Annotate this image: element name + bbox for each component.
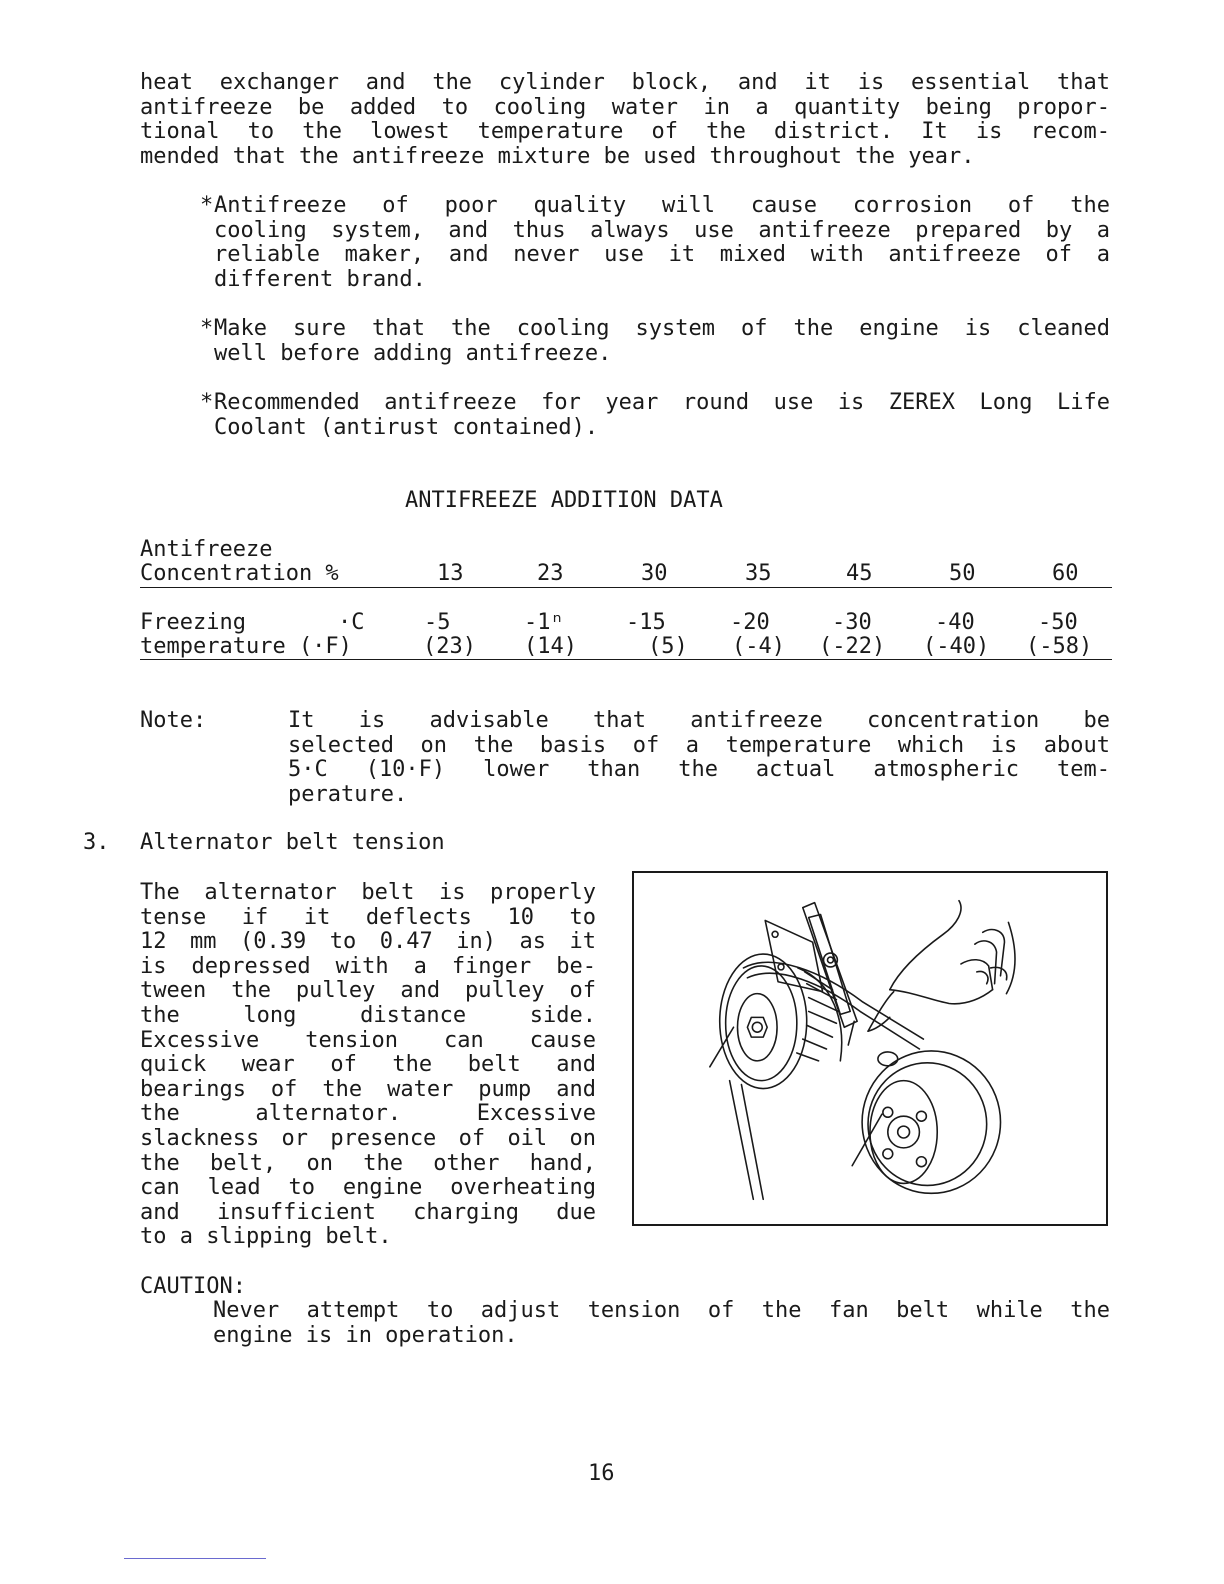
- caution-line: Never attempt to adjust tension of the fan belt while the: [213, 1298, 1110, 1323]
- table-cell: 50: [949, 561, 976, 586]
- belt-tension-paragraph: [140, 881, 596, 1250]
- freezing-unit-c: ·C: [338, 610, 365, 635]
- table-cell: -30: [832, 610, 872, 635]
- bullet-line: Coolant (antirust contained).: [214, 414, 599, 440]
- page-number: 16: [588, 1461, 615, 1486]
- belt-line: the belt, on the other hand,: [140, 1150, 596, 1176]
- belt-line: slackness or presence of oil on: [140, 1125, 596, 1151]
- section-title: Alternator belt tension: [140, 830, 445, 855]
- belt-line: the long distance side.: [140, 1002, 596, 1028]
- table-cell: (23): [423, 634, 476, 659]
- table-cell: (14): [524, 634, 577, 659]
- intro-line: heat exchanger and the cylinder block, and it is essential that: [140, 70, 1110, 95]
- note-line: selected on the basis of a temperature which is about: [288, 732, 1110, 758]
- belt-line: and insufficient charging due: [140, 1199, 596, 1225]
- intro-line: tional to the lowest temperature of the district. It is recom-: [140, 119, 1110, 145]
- table-cell: -5: [424, 610, 451, 635]
- note-label: Note:: [140, 708, 207, 733]
- table-cell: 45: [846, 561, 873, 586]
- caution-line: engine is in operation.: [213, 1322, 518, 1348]
- belt-line: tense if it deflects 10 to: [140, 904, 596, 930]
- belt-tension-figure: [632, 871, 1108, 1226]
- bullet-line: Recommended antifreeze for year round use is ZEREX Long Life: [214, 390, 1110, 415]
- table-cell: -1ⁿ: [524, 610, 564, 635]
- bullet-recommended-antifreeze: [200, 391, 1110, 440]
- belt-line: the alternator. Excessive: [140, 1101, 596, 1127]
- note-line: perature.: [288, 781, 408, 807]
- bullet-clean-system: [200, 317, 1110, 366]
- table-rule: [140, 587, 1112, 588]
- bullet-star: *: [200, 193, 214, 218]
- concentration-label-line2: Concentration %: [140, 561, 339, 586]
- caution-label: CAUTION:: [140, 1274, 246, 1299]
- note-line: It is advisable that antifreeze concentration be: [288, 708, 1110, 733]
- table-cell: (5): [648, 634, 688, 659]
- bullet-line: Antifreeze of poor quality will cause corrosion of the: [214, 193, 1110, 218]
- note-line: 5·C (10·F) lower than the actual atmospheric tem-: [288, 757, 1110, 783]
- table-cell: (-22): [819, 634, 886, 659]
- belt-line: to a slipping belt.: [140, 1224, 392, 1250]
- section-number: 3.: [83, 830, 110, 855]
- note-body: [288, 709, 1110, 807]
- bullet-line: different brand.: [214, 266, 426, 292]
- intro-line: mended that the antifreeze mixture be used throughout the year.: [140, 143, 975, 169]
- bullet-star: *: [200, 316, 214, 341]
- table-row-freezing-c: [140, 611, 1112, 636]
- intro-paragraph: [140, 71, 1110, 169]
- caution-body: [213, 1299, 1110, 1348]
- table-cell: 23: [537, 561, 564, 586]
- belt-line: is depressed with a finger be-: [140, 953, 596, 979]
- table-row-concentration-label: [140, 538, 1112, 563]
- bullet-line: reliable maker, and never use it mixed with antifreeze of a: [214, 242, 1110, 268]
- table-cell: -50: [1038, 610, 1078, 635]
- belt-line: tween the pulley and pulley of: [140, 978, 596, 1004]
- freezing-label-line2: temperature (·F): [140, 634, 352, 659]
- bullet-line: Make sure that the cooling system of the engine is cleaned: [214, 316, 1110, 341]
- belt-line: The alternator belt is properly: [140, 880, 596, 905]
- table-cell: 13: [437, 561, 464, 586]
- bullet-antifreeze-quality: [200, 194, 1110, 292]
- belt-line: quick wear of the belt and: [140, 1052, 596, 1078]
- table-row-freezing-f: [140, 635, 1112, 660]
- freezing-label-line1: Freezing: [140, 610, 246, 635]
- belt-line: can lead to engine overheating: [140, 1175, 596, 1201]
- belt-line: 12 mm (0.39 to 0.47 in) as it: [140, 929, 596, 955]
- belt-tension-illustration: [634, 873, 1106, 1224]
- table-cell: (-40): [923, 634, 990, 659]
- table-cell: (-4): [732, 634, 785, 659]
- table-cell: (-58): [1026, 634, 1093, 659]
- bullet-line: cooling system, and thus always use antifreeze prepared by a: [214, 217, 1110, 243]
- concentration-label-line1: Antifreeze: [140, 537, 273, 562]
- belt-line: bearings of the water pump and: [140, 1076, 596, 1102]
- table-cell: -20: [730, 610, 770, 635]
- belt-line: Excessive tension can cause: [140, 1027, 596, 1053]
- table-title: ANTIFREEZE ADDITION DATA: [405, 488, 723, 513]
- bullet-line: well before adding antifreeze.: [214, 340, 612, 366]
- table-cell: -15: [626, 610, 666, 635]
- bullet-star: *: [200, 390, 214, 415]
- table-cell: -40: [935, 610, 975, 635]
- table-row-concentration: [140, 562, 1112, 587]
- table-cell: 30: [641, 561, 668, 586]
- table-cell: 35: [745, 561, 772, 586]
- table-cell: 60: [1052, 561, 1079, 586]
- table-rule: [140, 659, 1112, 660]
- intro-line: antifreeze be added to cooling water in a quantity being propor-: [140, 94, 1110, 120]
- footer-rule: [124, 1558, 266, 1559]
